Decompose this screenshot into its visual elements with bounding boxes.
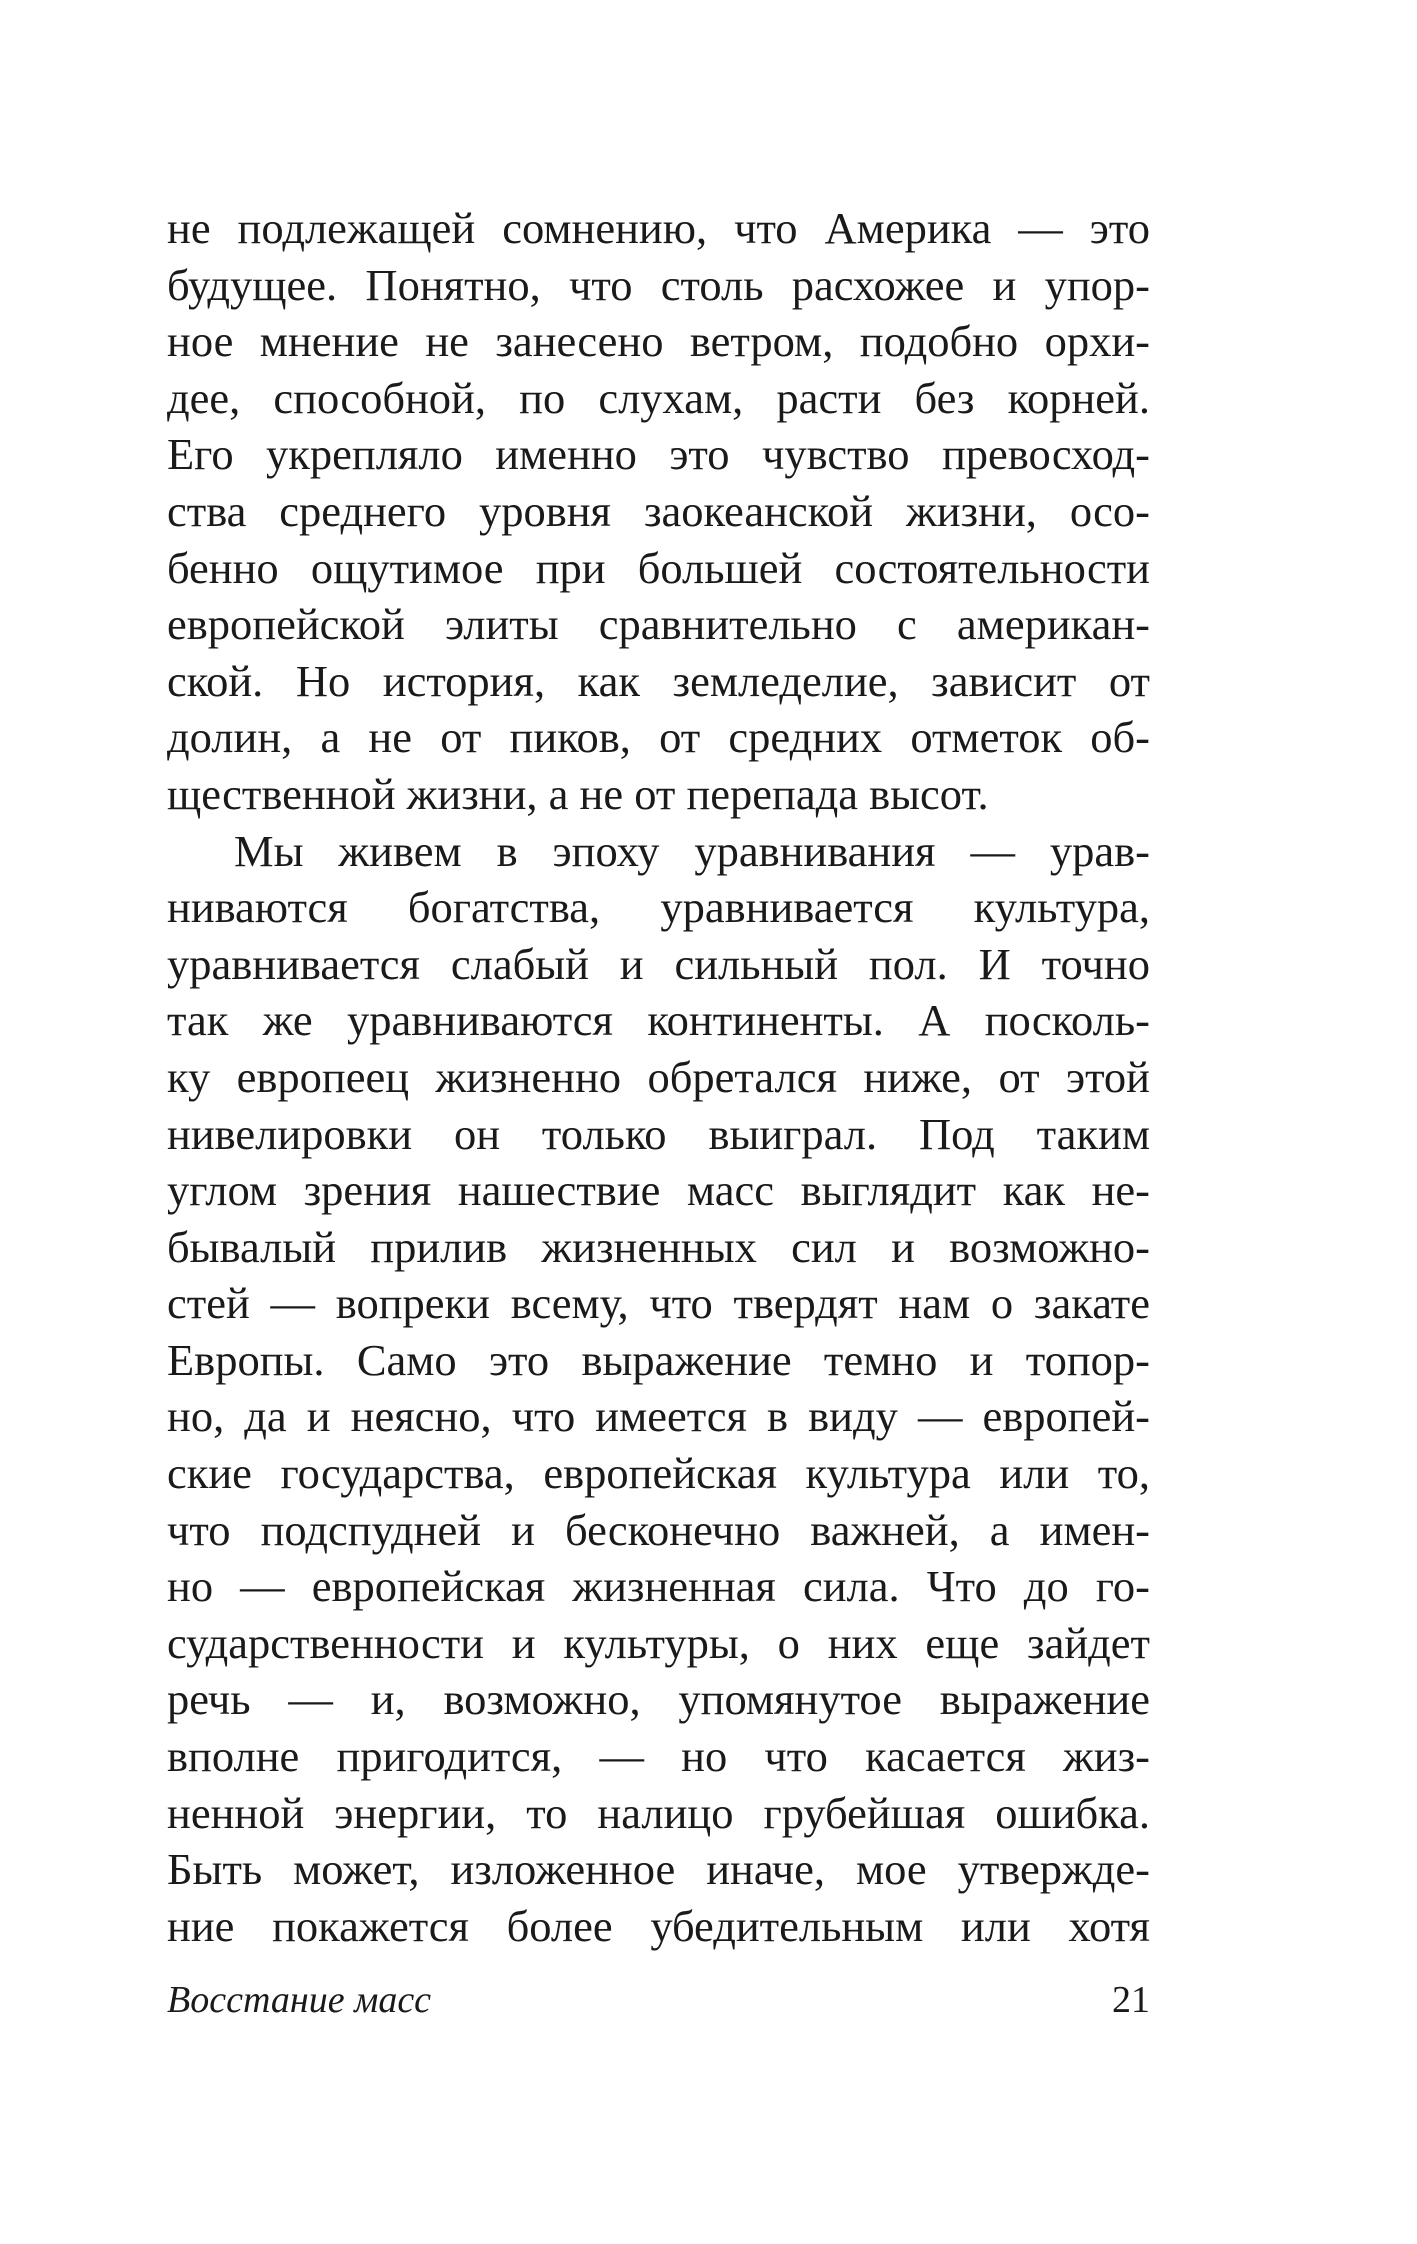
text-line: ненной энергии, то налицо грубейшая ошибка. bbox=[167, 1787, 1150, 1838]
text-line: бенно ощутимое при большей состоятельности bbox=[167, 542, 1150, 593]
paragraph bbox=[167, 823, 1150, 1955]
text-line: сударственности и культуры, о них еще зайдет bbox=[167, 1617, 1150, 1668]
text-line: стей — вопреки всему, что твердят нам о закате bbox=[167, 1278, 1150, 1329]
running-title: Восстание масс bbox=[167, 1979, 432, 2021]
text-line: ской. Но история, как земледелие, зависит от bbox=[167, 655, 1150, 706]
text-line: речь — и, возможно, упомянутое выражение bbox=[167, 1674, 1150, 1725]
body-text bbox=[167, 200, 1150, 1954]
text-line: будущее. Понятно, что столь расхожее и упор- bbox=[167, 259, 1150, 310]
page-number: 21 bbox=[1112, 1979, 1150, 2021]
text-line: ские государства, европейская культура или то, bbox=[167, 1448, 1150, 1499]
text-line: щественной жизни, а не от перепада высот. bbox=[167, 768, 989, 819]
text-line: Европы. Само это выражение темно и топор- bbox=[167, 1334, 1150, 1385]
text-line: дее, способной, по слухам, расти без корней. bbox=[167, 372, 1150, 423]
text-line: но — европейская жизненная сила. Что до го- bbox=[167, 1561, 1150, 1612]
text-line: бывалый прилив жизненных сил и возможно- bbox=[167, 1221, 1150, 1272]
text-line: вполне пригодится, — но что касается жиз- bbox=[167, 1731, 1150, 1782]
text-line: ние покажется более убедительным или хотя bbox=[167, 1900, 1150, 1951]
text-line: не подлежащей сомнению, что Америка — это bbox=[167, 203, 1150, 253]
paragraph bbox=[167, 200, 1150, 823]
text-line: так же уравниваются континенты. А посколь- bbox=[167, 995, 1150, 1046]
text-line: уравнивается слабый и сильный пол. И точно bbox=[167, 938, 1150, 989]
text-line: углом зрения нашествие масс выглядит как не- bbox=[167, 1165, 1150, 1216]
text-line: Быть может, изложенное иначе, мое утвержде- bbox=[167, 1844, 1150, 1895]
text-line: но, да и неясно, что имеется в виду — европей- bbox=[167, 1391, 1150, 1442]
text-line: европейской элиты сравнительно с американ- bbox=[167, 599, 1150, 650]
text-line: ное мнение не занесено ветром, подобно орхи- bbox=[167, 316, 1150, 367]
text-line: Его укрепляло именно это чувство превосход- bbox=[167, 429, 1150, 480]
text-line: долин, а не от пиков, от средних отметок об- bbox=[167, 712, 1150, 763]
text-line: ку европеец жизненно обретался ниже, от этой bbox=[167, 1051, 1150, 1102]
page-footer bbox=[167, 1975, 1150, 2025]
text-line: ниваются богатства, уравнивается культура, bbox=[167, 882, 1150, 933]
text-line: нивелировки он только выиграл. Под таким bbox=[167, 1108, 1150, 1159]
text-line: ства среднего уровня заокеанской жизни, осо- bbox=[167, 485, 1150, 536]
text-line: что подспудней и бесконечно важней, а имен- bbox=[167, 1504, 1150, 1555]
text-line: Мы живем в эпоху уравнивания — урав- bbox=[234, 825, 1150, 876]
